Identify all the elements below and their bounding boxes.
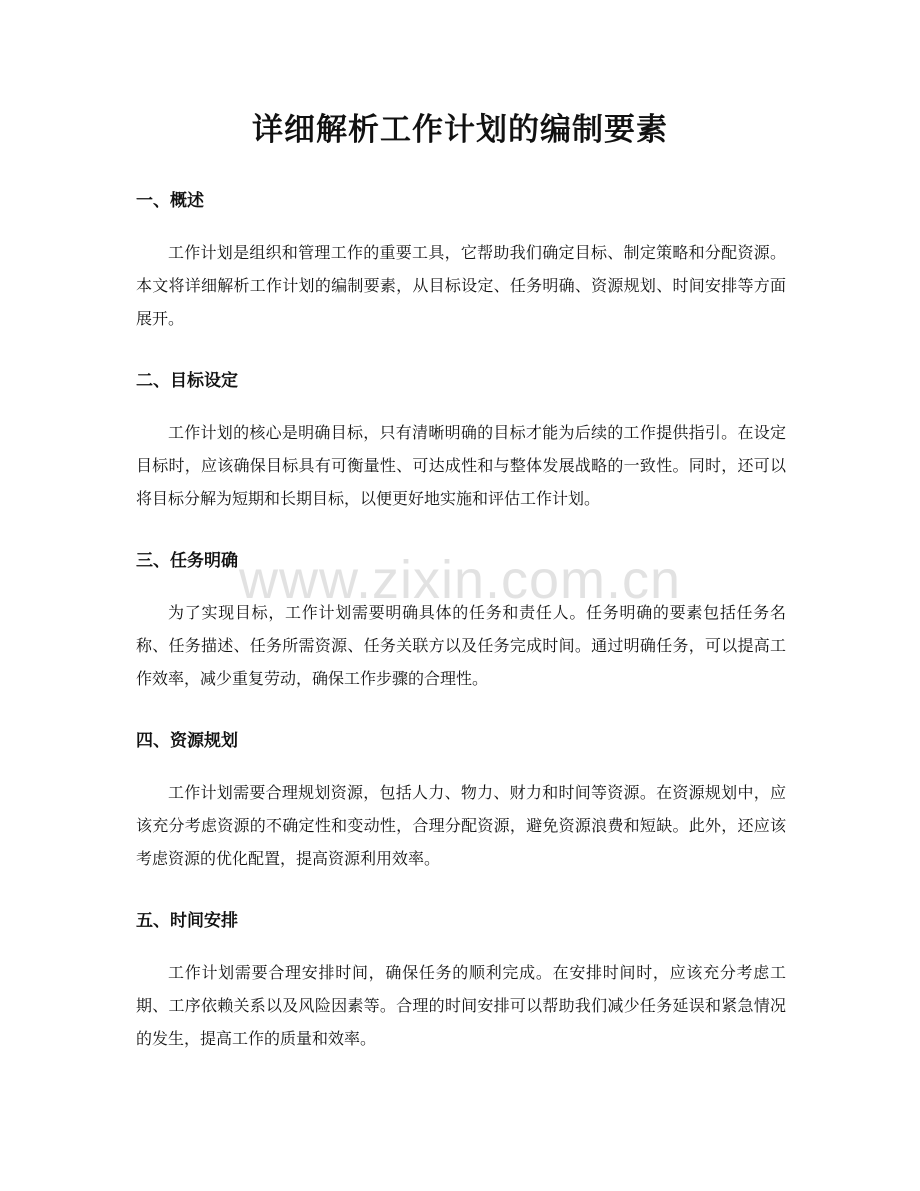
section-paragraph: 工作计划需要合理规划资源，包括人力、物力、财力和时间等资源。在资源规划中，应该充分考虑资源的不确定性和变动性，合理分配资源，避免资源浪费和短缺。此外，还应该考虑资源的优化配置，提高资源利用效率。 [136,783,786,868]
section-overview [136,186,786,335]
section-heading: 四、资源规划 [136,731,238,751]
section-task-definition [136,546,786,695]
page-title: 详细解析工作计划的编制要素 [252,112,668,148]
section-heading: 三、任务明确 [136,551,238,571]
watermark: www.zixin.com.cn [238,550,682,610]
section-paragraph: 工作计划需要合理安排时间，确保任务的顺利完成。在安排时间时，应该充分考虑工期、工序依赖关系以及风险因素等。合理的时间安排可以帮助我们减少任务延误和紧急情况的发生，提高工作的质量和效率。 [136,963,786,1048]
section-heading: 五、时间安排 [136,911,238,931]
section-paragraph: 工作计划是组织和管理工作的重要工具，它帮助我们确定目标、制定策略和分配资源。本文将详细解析工作计划的编制要素，从目标设定、任务明确、资源规划、时间安排等方面展开。 [136,243,786,328]
section-resource-planning [136,726,786,875]
document-body [136,186,786,1086]
section-heading: 一、概述 [136,191,204,211]
section-goal-setting [136,366,786,515]
section-paragraph: 为了实现目标，工作计划需要明确具体的任务和责任人。任务明确的要素包括任务名称、任务描述、任务所需资源、任务关联方以及任务完成时间。通过明确任务，可以提高工作效率，减少重复劳动，确保工作步骤的合理性。 [136,603,786,688]
section-heading: 二、目标设定 [136,371,238,391]
section-paragraph: 工作计划的核心是明确目标，只有清晰明确的目标才能为后续的工作提供指引。在设定目标时，应该确保目标具有可衡量性、可达成性和与整体发展战略的一致性。同时，还可以将目标分解为短期和长期目标，以便更好地实施和评估工作计划。 [136,423,786,508]
section-time-scheduling [136,906,786,1055]
